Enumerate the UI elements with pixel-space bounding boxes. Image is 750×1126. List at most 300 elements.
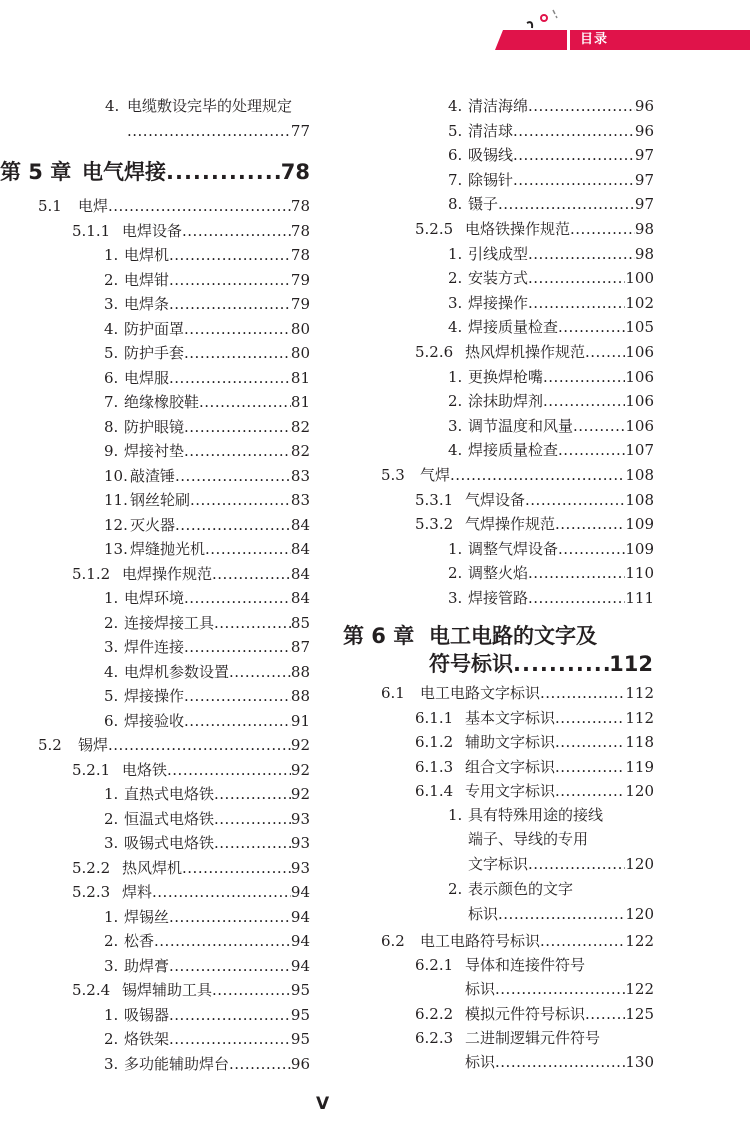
toc-entry[interactable] bbox=[104, 243, 310, 267]
toc-entry[interactable] bbox=[448, 192, 654, 216]
toc-entry[interactable] bbox=[381, 463, 654, 487]
entry-label: 清洁海绵 bbox=[468, 97, 529, 115]
leader-dots bbox=[108, 194, 291, 218]
toc-entry[interactable] bbox=[415, 217, 654, 241]
toc-entry[interactable] bbox=[104, 1027, 310, 1051]
leader-dots bbox=[184, 317, 291, 341]
entry-page: 81 bbox=[290, 393, 310, 411]
toc-entry[interactable] bbox=[72, 562, 310, 586]
entry-number: 5.3.2 bbox=[415, 515, 454, 534]
entry-label: 端子、导线的专用 bbox=[468, 830, 589, 848]
entry-label: 电焊机参数设置 bbox=[124, 662, 230, 681]
entry-page: 109 bbox=[625, 515, 654, 534]
toc-entry[interactable] bbox=[104, 317, 310, 341]
toc-entry[interactable] bbox=[448, 143, 654, 167]
entry-label: 防护手套 bbox=[124, 344, 185, 362]
entry-label: 焊锡丝 bbox=[124, 907, 170, 926]
entry-number: 5.3 bbox=[381, 466, 405, 484]
entry-number: 6.1.4 bbox=[415, 782, 454, 800]
entry-label: 电工电路文字标识 bbox=[420, 684, 541, 702]
entry-label: 助焊膏 bbox=[124, 956, 170, 975]
leader-dots bbox=[199, 390, 291, 414]
chapter-title-line2: 符号标识 bbox=[429, 652, 513, 676]
toc-entry[interactable] bbox=[104, 831, 310, 855]
leader-dots bbox=[528, 242, 635, 266]
toc-entry[interactable] bbox=[448, 315, 654, 339]
entry-page: 84 bbox=[290, 564, 310, 583]
entry-page: 100 bbox=[625, 269, 654, 288]
entry-page: 87 bbox=[290, 638, 310, 656]
entry-page: 106 bbox=[625, 416, 654, 435]
leader-dots bbox=[184, 709, 291, 733]
entry-label: 清洁球 bbox=[468, 121, 514, 140]
toc-entry[interactable] bbox=[104, 782, 310, 806]
entry-label: 二进制逻辑元件符号 bbox=[465, 1029, 601, 1047]
entry-label: 多功能辅助焊台 bbox=[124, 1054, 230, 1073]
entry-label: 电焊设备 bbox=[122, 221, 183, 240]
leader-dots bbox=[558, 537, 625, 561]
toc-entry[interactable] bbox=[104, 341, 310, 365]
toc-entry[interactable] bbox=[104, 611, 310, 635]
entry-page: 96 bbox=[634, 121, 654, 140]
entry-number: 1. bbox=[104, 1005, 119, 1024]
entry-page: 120 bbox=[625, 855, 654, 873]
entry-number: 3. bbox=[104, 834, 119, 852]
entry-number: 1. bbox=[104, 785, 119, 803]
toc-entry[interactable] bbox=[415, 488, 654, 512]
toc-entry[interactable] bbox=[448, 291, 654, 315]
entry-number: 1. bbox=[448, 806, 463, 824]
toc-entry[interactable] bbox=[72, 978, 310, 1002]
toc-entry[interactable] bbox=[104, 709, 310, 733]
entry-number: 6.1 bbox=[381, 684, 405, 702]
entry-page: 125 bbox=[625, 1005, 654, 1023]
entry-number: 7. bbox=[104, 393, 119, 411]
toc-entry-continuation[interactable] bbox=[127, 119, 310, 143]
leader-dots bbox=[184, 586, 291, 610]
toc-entry[interactable] bbox=[104, 439, 310, 463]
toc-entry-continuation[interactable] bbox=[468, 902, 654, 926]
entry-number: 4. bbox=[448, 441, 463, 460]
entry-label: 引线成型 bbox=[468, 244, 529, 263]
entry-page: 88 bbox=[290, 687, 310, 705]
entry-number: 7. bbox=[448, 170, 463, 189]
entry-number: 6. bbox=[104, 711, 119, 730]
toc-entry[interactable] bbox=[415, 706, 654, 730]
entry-number: 3. bbox=[448, 293, 463, 312]
leader-dots bbox=[184, 635, 291, 659]
leader-dots bbox=[528, 94, 635, 118]
leader-dots bbox=[169, 268, 291, 292]
entry-number: 2. bbox=[104, 809, 119, 828]
entry-number: 5. bbox=[104, 687, 119, 705]
entry-number: 5.2.6 bbox=[415, 343, 454, 361]
entry-number: 4. bbox=[448, 97, 463, 115]
entry-number: 8. bbox=[448, 195, 463, 214]
entry-label: 焊接管路 bbox=[468, 589, 529, 607]
leader-dots bbox=[175, 513, 291, 537]
entry-number: 5.2 bbox=[38, 736, 62, 754]
toc-entry[interactable] bbox=[448, 119, 654, 143]
entry-label: 热风焊机操作规范 bbox=[465, 343, 586, 361]
leader-dots bbox=[169, 1027, 291, 1051]
leader-dots bbox=[540, 929, 625, 953]
entry-label: 具有特殊用途的接线 bbox=[468, 806, 604, 824]
entry-number: 2. bbox=[104, 1030, 119, 1048]
chapter-title: 电气焊接 bbox=[82, 160, 166, 184]
entry-page: 92 bbox=[290, 760, 310, 779]
leader-dots bbox=[152, 880, 291, 904]
toc-entry[interactable] bbox=[104, 537, 310, 561]
entry-page: 95 bbox=[290, 1030, 310, 1048]
toc-entry[interactable] bbox=[104, 390, 310, 414]
entry-label: 气焊 bbox=[420, 466, 451, 484]
leader-dots bbox=[528, 291, 625, 315]
entry-page: 106 bbox=[625, 343, 654, 361]
leader-dots bbox=[169, 243, 291, 267]
entry-number: 3. bbox=[104, 295, 119, 313]
entry-page: 83 bbox=[290, 491, 310, 509]
entry-label: 焊缝抛光机 bbox=[130, 540, 206, 558]
entry-number: 4. bbox=[448, 318, 463, 337]
toc-entry[interactable] bbox=[104, 488, 310, 512]
toc-entry[interactable] bbox=[448, 365, 654, 389]
entry-page: 112 bbox=[625, 684, 654, 702]
entry-number: 5.1.1 bbox=[72, 221, 111, 240]
chapter-6-heading[interactable] bbox=[343, 621, 653, 651]
entry-label: 基本文字标识 bbox=[465, 708, 556, 727]
entry-label: 焊接衬垫 bbox=[124, 442, 185, 460]
entry-label: 除锡针 bbox=[468, 170, 514, 189]
entry-label: 焊接质量检查 bbox=[468, 441, 559, 460]
entry-page: 84 bbox=[290, 589, 310, 607]
leader-dots bbox=[555, 512, 625, 536]
entry-page: 120 bbox=[625, 782, 654, 800]
entry-number: 5.3.1 bbox=[415, 490, 454, 509]
entry-page: 94 bbox=[290, 956, 310, 975]
entry-label: 直热式电烙铁 bbox=[124, 785, 215, 803]
entry-page: 110 bbox=[625, 564, 654, 583]
leader-dots bbox=[513, 119, 635, 143]
leader-dots bbox=[555, 706, 625, 730]
entry-label: 连接焊接工具 bbox=[124, 613, 215, 632]
toc-entry[interactable] bbox=[72, 880, 310, 904]
leader-dots bbox=[108, 733, 291, 757]
leader-dots bbox=[498, 192, 635, 216]
entry-label: 电焊条 bbox=[124, 295, 170, 313]
entry-page: 111 bbox=[625, 589, 654, 607]
entry-label: 吸锡式电烙铁 bbox=[124, 834, 215, 852]
entry-page: 78 bbox=[290, 221, 310, 240]
entry-number: 5.2.4 bbox=[72, 981, 111, 999]
toc-entry[interactable] bbox=[104, 954, 310, 978]
entry-label: 钢丝轮刷 bbox=[130, 491, 191, 509]
entry-page: 105 bbox=[625, 318, 654, 337]
toc-entry[interactable] bbox=[104, 513, 310, 537]
toc-entry-continuation[interactable] bbox=[468, 827, 588, 851]
leader-dots bbox=[214, 611, 291, 635]
entry-number: 4. bbox=[104, 662, 119, 681]
leader-dots bbox=[169, 905, 291, 929]
entry-page: 92 bbox=[290, 785, 310, 803]
entry-page: 78 bbox=[290, 246, 310, 264]
leader-dots bbox=[214, 807, 291, 831]
entry-page: 97 bbox=[634, 146, 654, 165]
entry-page: 82 bbox=[290, 417, 310, 436]
entry-page: 120 bbox=[625, 905, 654, 923]
entry-number: 13. bbox=[104, 540, 128, 558]
toc-entry[interactable] bbox=[104, 929, 310, 953]
entry-label: 绝缘橡胶鞋 bbox=[124, 393, 200, 411]
leader-dots bbox=[558, 315, 625, 339]
entry-number: 2. bbox=[448, 564, 463, 583]
toc-entry[interactable] bbox=[38, 194, 310, 218]
entry-page: 107 bbox=[625, 441, 654, 460]
entry-number: 10. bbox=[104, 466, 128, 485]
toc-entry[interactable] bbox=[448, 389, 654, 413]
toc-entry[interactable] bbox=[104, 292, 310, 316]
entry-page: 108 bbox=[625, 490, 654, 509]
leader-dots bbox=[184, 341, 291, 365]
toc-entry[interactable] bbox=[415, 953, 585, 977]
entry-number: 1. bbox=[448, 539, 463, 558]
leader-dots bbox=[166, 157, 281, 187]
entry-number: 6.1.1 bbox=[415, 708, 454, 727]
entry-label: 组合文字标识 bbox=[465, 757, 556, 776]
toc-entry[interactable] bbox=[415, 730, 654, 754]
toc-entry[interactable] bbox=[381, 929, 654, 953]
entry-label: 电焊服 bbox=[124, 368, 170, 387]
leader-dots bbox=[525, 488, 625, 512]
toc-entry[interactable] bbox=[104, 268, 310, 292]
toc-entry[interactable] bbox=[415, 779, 654, 803]
entry-page: 98 bbox=[634, 244, 654, 263]
leader-dots bbox=[167, 758, 291, 782]
toc-entry[interactable] bbox=[38, 733, 310, 757]
entry-page: 84 bbox=[290, 540, 310, 558]
entry-number: 6.2.1 bbox=[415, 956, 454, 974]
leader-dots bbox=[169, 292, 291, 316]
leader-dots bbox=[555, 730, 625, 754]
entry-label: 电焊环境 bbox=[124, 589, 185, 607]
entry-number: 4. bbox=[104, 319, 119, 338]
chapter-5-heading[interactable] bbox=[0, 157, 310, 187]
entry-page: 80 bbox=[290, 319, 310, 338]
entry-number: 5. bbox=[448, 121, 463, 140]
entry-number: 1. bbox=[448, 367, 463, 386]
entry-page: 96 bbox=[290, 1054, 310, 1073]
toc-entry[interactable] bbox=[415, 340, 654, 364]
toc-entry[interactable] bbox=[72, 856, 310, 880]
entry-number: 5. bbox=[104, 344, 119, 362]
entry-label: 吸锡线 bbox=[468, 146, 514, 165]
leader-dots bbox=[543, 365, 625, 389]
toc-entry[interactable] bbox=[104, 415, 310, 439]
leader-dots bbox=[190, 488, 291, 512]
chapter-6-heading-line2[interactable] bbox=[429, 649, 653, 679]
leader-dots bbox=[513, 143, 635, 167]
entry-label: 标识 bbox=[465, 980, 496, 998]
page-number: V bbox=[316, 1094, 330, 1114]
entry-number: 5.2.3 bbox=[72, 883, 111, 901]
entry-label: 敲渣锤 bbox=[130, 466, 176, 485]
entry-page: 130 bbox=[625, 1053, 654, 1071]
entry-label: 表示颜色的文字 bbox=[468, 880, 574, 898]
entry-label: 调整气焊设备 bbox=[468, 539, 559, 558]
toc-entry[interactable] bbox=[448, 414, 654, 438]
leader-dots bbox=[558, 438, 625, 462]
leader-dots bbox=[182, 219, 291, 243]
toc-entry[interactable] bbox=[448, 537, 654, 561]
toc-entry-continuation[interactable] bbox=[468, 852, 654, 876]
toc-entry[interactable] bbox=[104, 1052, 310, 1076]
entry-page: 108 bbox=[625, 466, 654, 484]
toc-entry[interactable] bbox=[448, 94, 654, 118]
entry-label: 电焊钳 bbox=[124, 270, 170, 289]
entry-label: 焊接验收 bbox=[124, 711, 185, 730]
entry-page: 91 bbox=[290, 711, 310, 730]
leader-dots bbox=[169, 366, 291, 390]
toc-entry[interactable] bbox=[104, 366, 310, 390]
entry-label: 标识 bbox=[468, 905, 499, 923]
leader-dots bbox=[127, 119, 291, 143]
entry-page: 88 bbox=[290, 662, 310, 681]
leader-dots bbox=[513, 168, 635, 192]
entry-page: 79 bbox=[290, 295, 310, 313]
chapter-number: 第 5 章 bbox=[0, 160, 72, 184]
entry-label: 电烙铁操作规范 bbox=[465, 220, 571, 238]
entry-page: 95 bbox=[290, 1005, 310, 1024]
toc-entry[interactable] bbox=[72, 219, 310, 243]
entry-label: 涂抹助焊剂 bbox=[468, 392, 544, 411]
entry-label: 焊件连接 bbox=[124, 638, 185, 656]
toc-entry[interactable] bbox=[381, 681, 654, 705]
toc-entry[interactable] bbox=[415, 512, 654, 536]
toc-entry[interactable] bbox=[448, 242, 654, 266]
entry-number: 12. bbox=[104, 515, 128, 534]
leader-dots bbox=[528, 266, 625, 290]
toc-entry[interactable] bbox=[104, 660, 310, 684]
entry-label: 锡焊辅助工具 bbox=[122, 981, 213, 999]
entry-page: 106 bbox=[625, 392, 654, 411]
entry-number: 2. bbox=[104, 932, 119, 950]
entry-number: 6. bbox=[104, 368, 119, 387]
entry-label: 模拟元件符号标识 bbox=[465, 1005, 586, 1023]
entry-number: 2. bbox=[104, 270, 119, 289]
entry-label: 防护眼镜 bbox=[124, 417, 185, 436]
toc-entry[interactable] bbox=[104, 807, 310, 831]
entry-number: 5.2.5 bbox=[415, 220, 454, 238]
header-divider bbox=[567, 30, 570, 50]
entry-label: 焊接质量检查 bbox=[468, 318, 559, 337]
entry-page: 109 bbox=[625, 539, 654, 558]
toc-entry[interactable] bbox=[448, 877, 573, 901]
leader-dots bbox=[543, 389, 625, 413]
entry-number: 3. bbox=[104, 956, 119, 975]
entry-page: 85 bbox=[290, 613, 310, 632]
entry-label: 更换焊枪嘴 bbox=[468, 367, 544, 386]
toc-entry[interactable] bbox=[415, 755, 654, 779]
toc-entry[interactable] bbox=[104, 1003, 310, 1027]
entry-number: 1. bbox=[448, 244, 463, 263]
entry-number: 2. bbox=[448, 269, 463, 288]
toc-entry[interactable] bbox=[105, 94, 310, 118]
toc-entry[interactable] bbox=[104, 586, 310, 610]
leader-dots bbox=[495, 1050, 625, 1074]
entry-label: 恒温式电烙铁 bbox=[124, 809, 215, 828]
leader-dots bbox=[169, 1003, 291, 1027]
entry-page: 93 bbox=[290, 834, 310, 852]
entry-page: 92 bbox=[290, 736, 310, 754]
toc-entry[interactable] bbox=[448, 266, 654, 290]
leader-dots bbox=[528, 586, 625, 610]
entry-number: 5.2.2 bbox=[72, 858, 111, 877]
entry-number: 3. bbox=[448, 416, 463, 435]
entry-page: 102 bbox=[625, 293, 654, 312]
leader-dots bbox=[570, 217, 635, 241]
toc-entry[interactable] bbox=[415, 1026, 600, 1050]
entry-label: 电工电路符号标识 bbox=[420, 932, 541, 950]
toc-entry[interactable] bbox=[104, 905, 310, 929]
entry-number: 1. bbox=[104, 589, 119, 607]
toc-entry[interactable] bbox=[104, 464, 310, 488]
entry-page: 82 bbox=[290, 442, 310, 460]
header-title: 目录 bbox=[580, 32, 609, 47]
entry-label: 电焊操作规范 bbox=[122, 564, 213, 583]
toc-entry[interactable] bbox=[415, 1002, 654, 1026]
entry-page: 77 bbox=[290, 122, 310, 140]
entry-page: 122 bbox=[625, 980, 654, 998]
chapter-number: 第 6 章 bbox=[343, 624, 415, 648]
toc-entry[interactable] bbox=[448, 803, 603, 827]
toc-entry[interactable] bbox=[448, 168, 654, 192]
leader-dots bbox=[184, 439, 291, 463]
toc-entry[interactable] bbox=[104, 635, 310, 659]
leader-dots bbox=[205, 537, 291, 561]
leader-dots bbox=[182, 856, 291, 880]
entry-number: 2. bbox=[104, 613, 119, 632]
entry-label: 焊接操作 bbox=[124, 687, 185, 705]
leader-dots bbox=[555, 779, 625, 803]
chapter-page: 112 bbox=[609, 652, 653, 676]
leader-dots bbox=[528, 852, 625, 876]
entry-number: 4. bbox=[105, 97, 120, 115]
entry-number: 8. bbox=[104, 417, 119, 436]
leader-dots bbox=[229, 660, 291, 684]
toc-entry[interactable] bbox=[448, 561, 654, 585]
entry-page: 118 bbox=[625, 733, 654, 751]
leader-dots bbox=[528, 561, 625, 585]
leader-dots bbox=[495, 977, 625, 1001]
toc-entry[interactable] bbox=[104, 684, 310, 708]
entry-page: 78 bbox=[290, 197, 310, 215]
entry-label: 热风焊机 bbox=[122, 858, 183, 877]
entry-page: 83 bbox=[290, 466, 310, 485]
entry-number: 3. bbox=[104, 638, 119, 656]
entry-number: 6.1.3 bbox=[415, 757, 454, 776]
entry-label: 文字标识 bbox=[468, 855, 529, 873]
toc-entry[interactable] bbox=[448, 586, 654, 610]
toc-entry[interactable] bbox=[72, 758, 310, 782]
leader-dots bbox=[214, 782, 291, 806]
entry-page: 94 bbox=[290, 907, 310, 926]
toc-entry-continuation[interactable] bbox=[465, 1050, 654, 1074]
toc-entry[interactable] bbox=[448, 438, 654, 462]
leader-dots bbox=[513, 649, 609, 679]
entry-number: 2. bbox=[448, 880, 463, 898]
toc-entry-continuation[interactable] bbox=[465, 977, 654, 1001]
entry-page: 96 bbox=[634, 97, 654, 115]
